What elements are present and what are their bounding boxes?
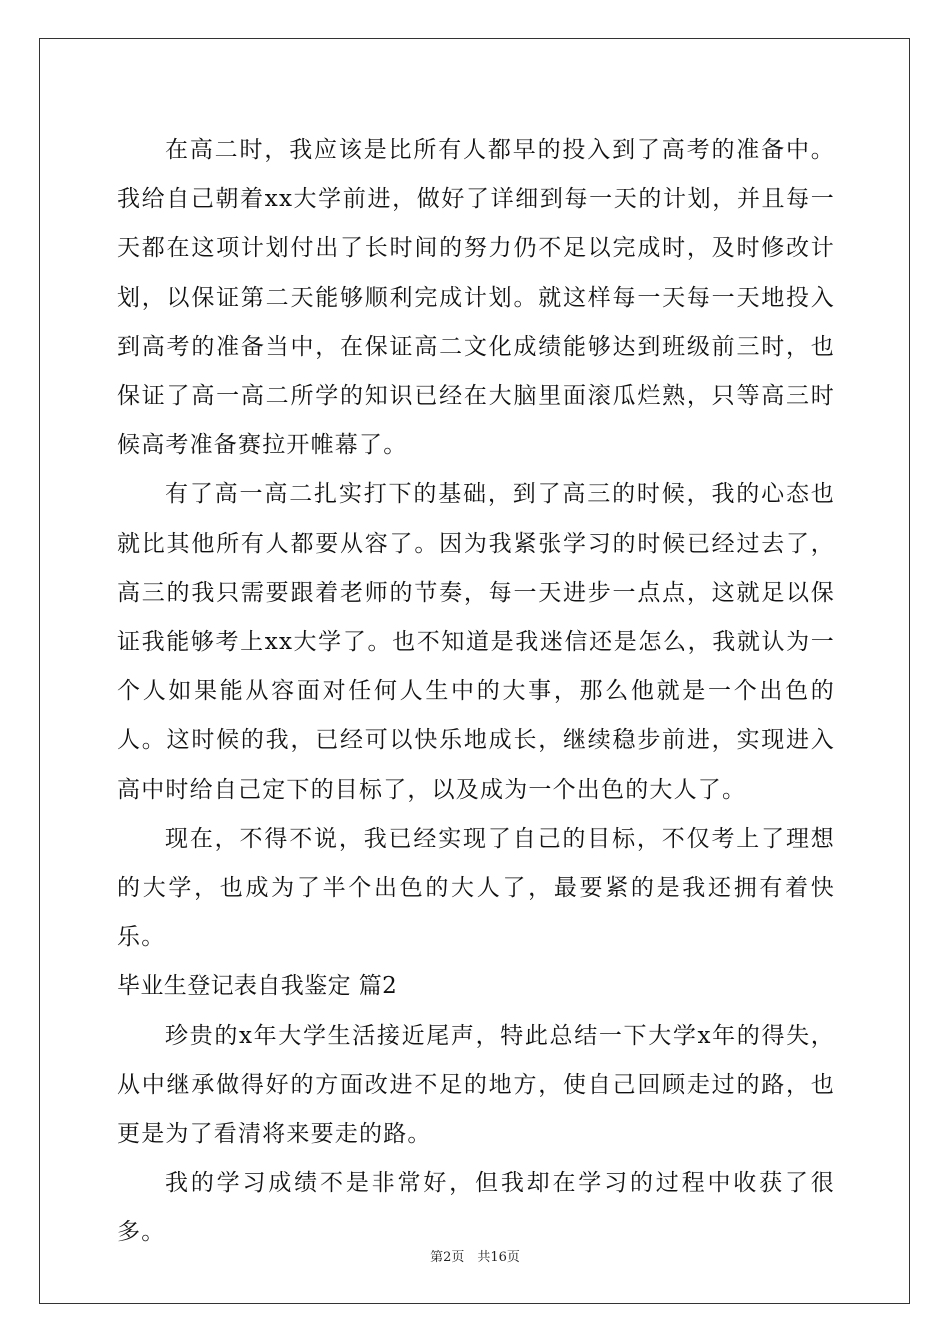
paragraph-5: 我的学习成绩不是非常好，但我却在学习的过程中收获了很多。 (117, 1170, 835, 1246)
paragraph-4: 珍贵的x年大学生活接近尾声，特此总结一下大学x年的得失，从中继承做得好的方面改进不足的地方，使自己回顾走过的路，也更是为了看清将来要走的路。 (117, 1022, 835, 1148)
paragraph-1: 在高二时，我应该是比所有人都早的投入到了高考的准备中。我给自己朝着xx大学前进，做好了详细到每一天的计划，并且每一天都在这项计划付出了长时间的努力仍不足以完成时，及时修改计划，以保证第二天能够顺利完成计划。就这样每一天每一天地投入到高考的准备当中，在保证高二文化成绩能够达到班级前三时，也保证了高一高二所学的知识已经在大脑里面滚瓜烂熟，只等高三时候高考准备赛拉开帷幕了。 (117, 137, 835, 459)
section-heading: 毕业生登记表自我鉴定 篇2 (117, 973, 398, 1000)
paragraph-2: 有了高一高二扎实打下的基础，到了高三的时候，我的心态也就比其他所有人都要从容了。因为我紧张学习的时候已经过去了，高三的我只需要跟着老师的节奏，每一天进步一点点，这就足以保证我能够考上xx大学了。也不知道是我迷信还是怎么，我就认为一个人如果能从容面对任何人生中的大事，那么他就是一个出色的人。这时候的我，已经可以快乐地成长，继续稳步前进，实现进入高中时给自己定下的目标了，以及成为一个出色的大人了。 (117, 481, 835, 803)
page-number: 第2页 共16页 (430, 1250, 520, 1265)
paragraph-3: 现在，不得不说，我已经实现了自己的目标，不仅考上了理想的大学，也成为了半个出色的大人了，最要紧的是我还拥有着快乐。 (117, 825, 835, 951)
document-body (117, 126, 835, 1258)
